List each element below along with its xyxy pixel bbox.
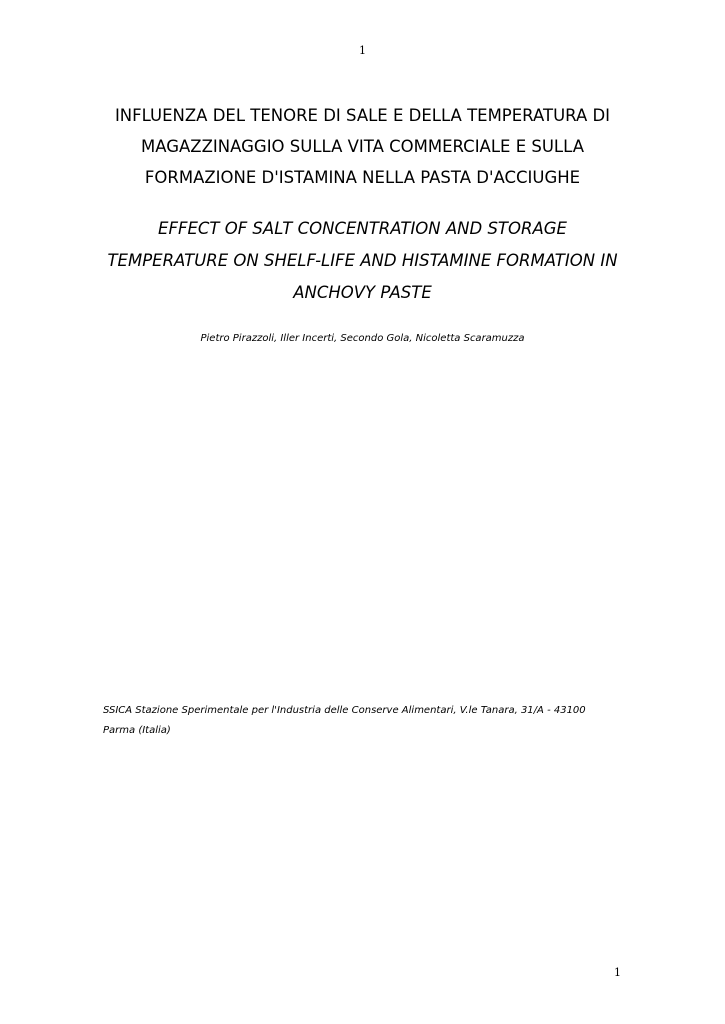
title-english-line-2: TEMPERATURE ON SHELF-LIFE AND HISTAMINE FORMATION IN bbox=[107, 251, 618, 270]
affiliation-line-1: SSICA Stazione Sperimentale per l'Industria delle Conserve Alimentari, V.le Tanara, 31/A - 43100 bbox=[103, 705, 586, 716]
title-italian-line-2: MAGAZZINAGGIO SULLA VITA COMMERCIALE E SULLA bbox=[141, 137, 584, 156]
authors: Pietro Pirazzoli, Iller Incerti, Secondo Gola, Nicoletta Scaramuzza bbox=[200, 333, 525, 344]
title-english-line-3: ANCHOVY PASTE bbox=[293, 283, 432, 302]
title-english-line-1: EFFECT OF SALT CONCENTRATION AND STORAGE bbox=[158, 219, 567, 238]
affiliation bbox=[103, 701, 643, 741]
title-english bbox=[40, 213, 685, 309]
affiliation-line-2: Parma (Italia) bbox=[103, 725, 171, 736]
title-italian bbox=[60, 100, 665, 193]
page-number-top: 1 bbox=[359, 44, 366, 57]
title-italian-line-1: INFLUENZA DEL TENORE DI SALE E DELLA TEMPERATURA DI bbox=[114, 106, 611, 125]
page-number-bottom: 1 bbox=[614, 966, 621, 979]
title-italian-line-3: FORMAZIONE D'ISTAMINA NELLA PASTA D'ACCIUGHE bbox=[144, 168, 581, 187]
